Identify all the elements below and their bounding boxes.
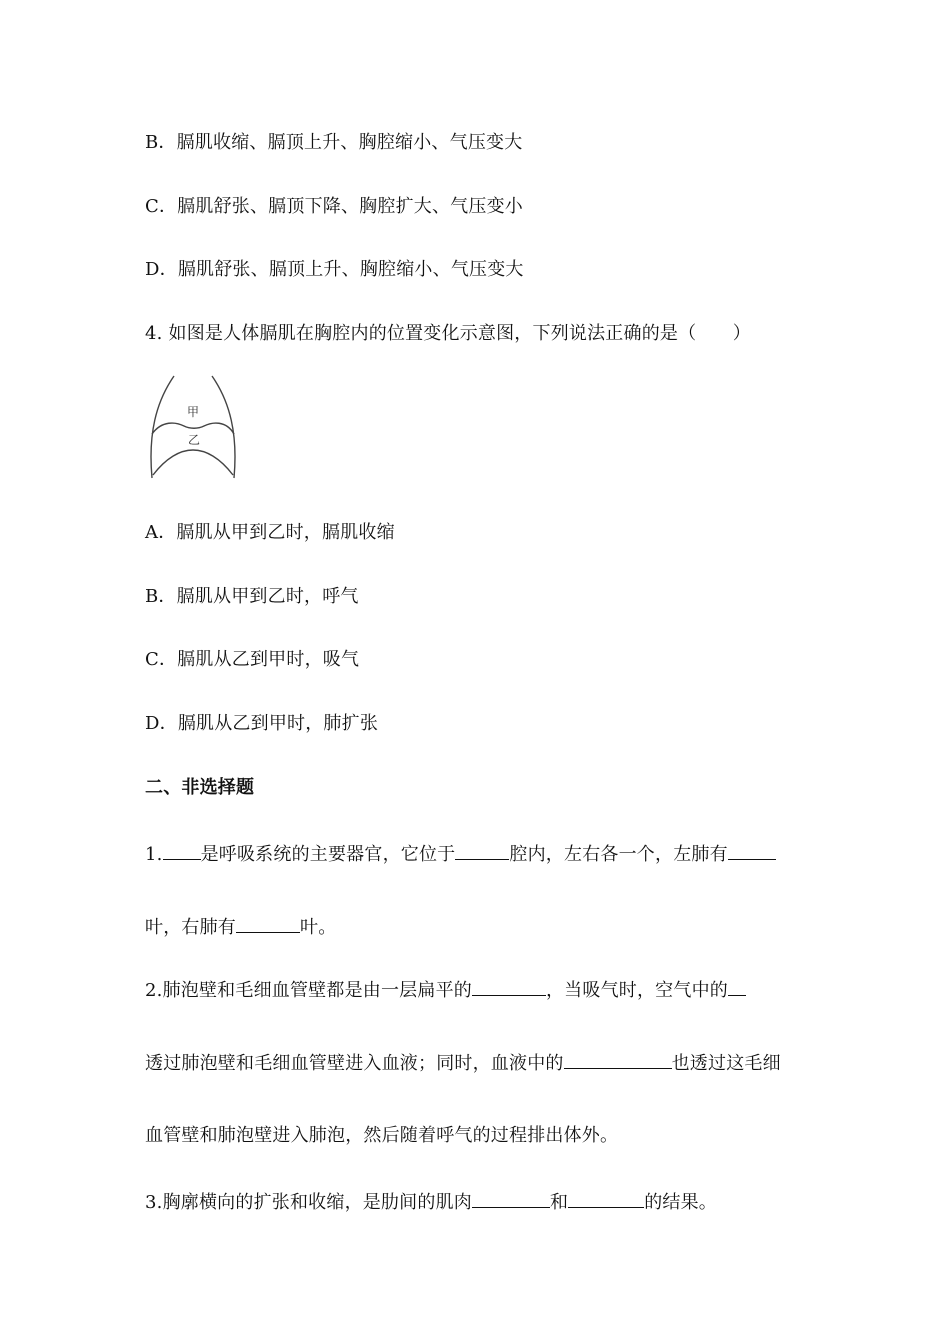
q3-option-c: C．膈肌舒张、膈顶下降、胸腔扩大、气压变小: [145, 196, 523, 217]
fill-q1-line1: [145, 841, 776, 867]
answer-blank[interactable]: [163, 841, 201, 860]
fill-q2-text: ，当吸气时，空气中的: [545, 980, 728, 1001]
fill-q3-text: 3.胸廓横向的扩张和收缩，是肋间的肌肉: [145, 1192, 472, 1213]
q4-option-d: D．膈肌从乙到甲时，肺扩张: [145, 713, 379, 734]
fill-q1-text: 叶。: [300, 917, 337, 938]
answer-blank[interactable]: [236, 914, 300, 933]
section-heading: 二、非选择题: [145, 777, 255, 798]
fill-q3-text: 的结果。: [644, 1192, 717, 1213]
label-jia: 甲: [187, 405, 200, 419]
q4-option-c: C．膈肌从乙到甲时，吸气: [145, 649, 360, 670]
fill-q1-line2: [145, 914, 336, 940]
fill-q2-text: 也透过这毛细: [671, 1053, 781, 1074]
q4-stem: 4. 如图是人体膈肌在胸腔内的位置变化示意图，下列说法正确的是（ ）: [145, 323, 751, 344]
answer-blank[interactable]: [564, 1050, 672, 1069]
fill-q1-text: 叶，右肺有: [145, 917, 236, 938]
fill-q3-line1: [145, 1189, 717, 1215]
answer-blank[interactable]: [455, 841, 509, 860]
diaphragm-diagram: [146, 372, 242, 482]
fill-q2-line1: [145, 977, 746, 1003]
fill-q1-number: 1.: [145, 844, 163, 865]
fill-q2-text: 透过肺泡壁和毛细血管壁进入血液；同时，血液中的: [145, 1053, 564, 1074]
answer-blank[interactable]: [728, 841, 776, 860]
q4-option-a: A．膈肌从甲到乙时，膈肌收缩: [145, 522, 395, 543]
label-yi: 乙: [188, 433, 201, 447]
fill-q1-text: 腔内，左右各一个，左肺有: [509, 844, 728, 865]
q3-option-d: D．膈肌舒张、膈顶上升、胸腔缩小、气压变大: [145, 259, 524, 280]
q4-option-b: B．膈肌从甲到乙时，呼气: [145, 586, 359, 607]
fill-q2-text: 2.肺泡壁和毛细血管壁都是由一层扁平的: [145, 980, 472, 1001]
fill-q2-line2: [145, 1050, 781, 1076]
fill-q1-text: 是呼吸系统的主要器官，它位于: [200, 844, 456, 865]
fill-q2-line3: 血管壁和肺泡壁进入肺泡，然后随着呼气的过程排出体外。: [145, 1125, 619, 1146]
answer-blank[interactable]: [568, 1189, 644, 1208]
answer-blank[interactable]: [728, 977, 746, 996]
answer-blank[interactable]: [472, 1189, 550, 1208]
fill-q3-text: 和: [549, 1192, 569, 1213]
answer-blank[interactable]: [472, 977, 546, 996]
q3-option-b: B．膈肌收缩、膈顶上升、胸腔缩小、气压变大: [145, 132, 523, 153]
